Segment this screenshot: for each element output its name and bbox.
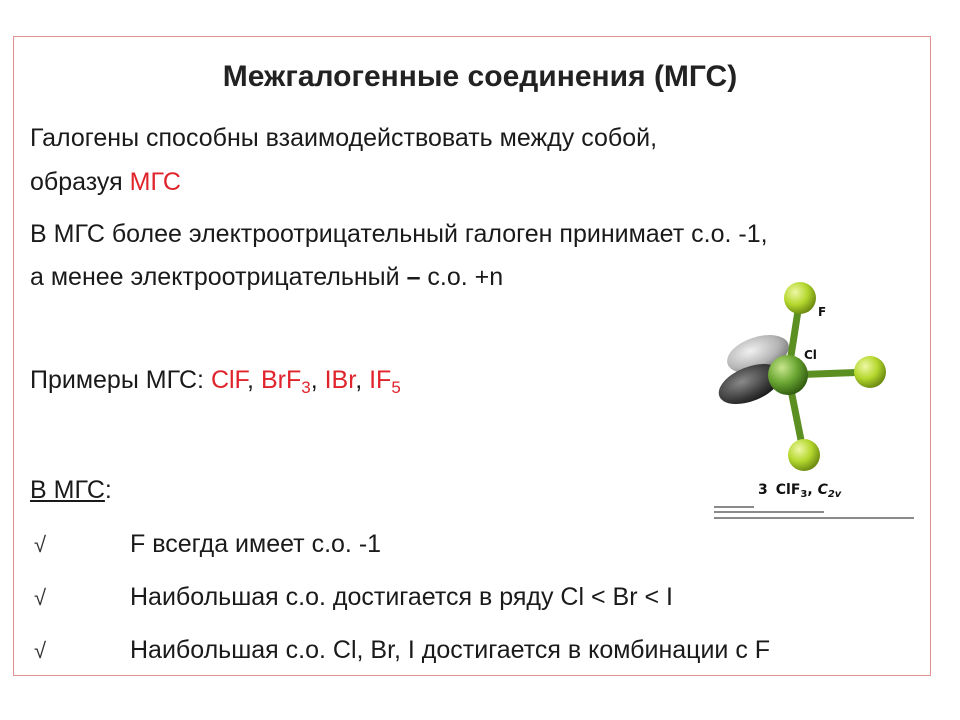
- intro-text: образуя: [30, 168, 130, 196]
- reference-smudge: [714, 506, 914, 519]
- examples-separator: ,: [247, 366, 261, 394]
- check-icon: √: [34, 585, 47, 610]
- chlorine-atom: [768, 355, 808, 395]
- label-cl: Cl: [804, 348, 817, 362]
- label-f: F: [818, 305, 827, 319]
- section-heading: [30, 476, 112, 505]
- examples-label: Примеры МГС:: [30, 366, 211, 394]
- rule-line-2-prefix: а менее электроотрицательный: [30, 263, 407, 291]
- molecule-caption: 3 ClF$_3$, $C_{2v}$: [758, 482, 842, 500]
- intro-line-2: [30, 168, 181, 197]
- check-icon: √: [34, 638, 47, 663]
- fluorine-atom-bottom: [788, 439, 820, 471]
- section-heading-text: В МГС: [30, 476, 105, 504]
- bullet-item: F всегда имеет с.о. -1: [130, 530, 382, 558]
- example-formula: IBr: [324, 366, 356, 394]
- clf3-molecule-illustration: [700, 270, 930, 540]
- examples-line: [30, 366, 401, 395]
- intro-line-1: Галогены способны взаимодействовать между собой,: [30, 124, 658, 152]
- example-formula: $IF_5$: [369, 366, 401, 397]
- rule-dash: –: [406, 263, 421, 291]
- slide-title: Межгалогенные соединения (МГС): [222, 60, 738, 93]
- rule-line-1: В МГС более электроотрицательный галоген принимает с.о. -1,: [30, 220, 768, 248]
- bullet-item: Наибольшая с.о. Cl, Br, I достигается в комбинации с F: [130, 636, 771, 664]
- fluorine-atom-top: [784, 282, 816, 314]
- fluorine-atom-right: [854, 356, 886, 388]
- rule-line-2-suffix: с.о. +n: [420, 263, 504, 291]
- examples-separator: ,: [310, 366, 325, 394]
- example-formula: BrF$_3$: [260, 366, 311, 397]
- check-icon: √: [34, 532, 47, 557]
- rule-line-2: [30, 263, 503, 292]
- bullet-item: Наибольшая с.о. достигается в ряду Cl < Br < I: [130, 583, 673, 611]
- example-formula: ClF: [210, 366, 248, 394]
- intro-mgs-highlight: МГС: [129, 168, 181, 196]
- section-colon: :: [104, 476, 112, 504]
- examples-separator: ,: [355, 366, 370, 394]
